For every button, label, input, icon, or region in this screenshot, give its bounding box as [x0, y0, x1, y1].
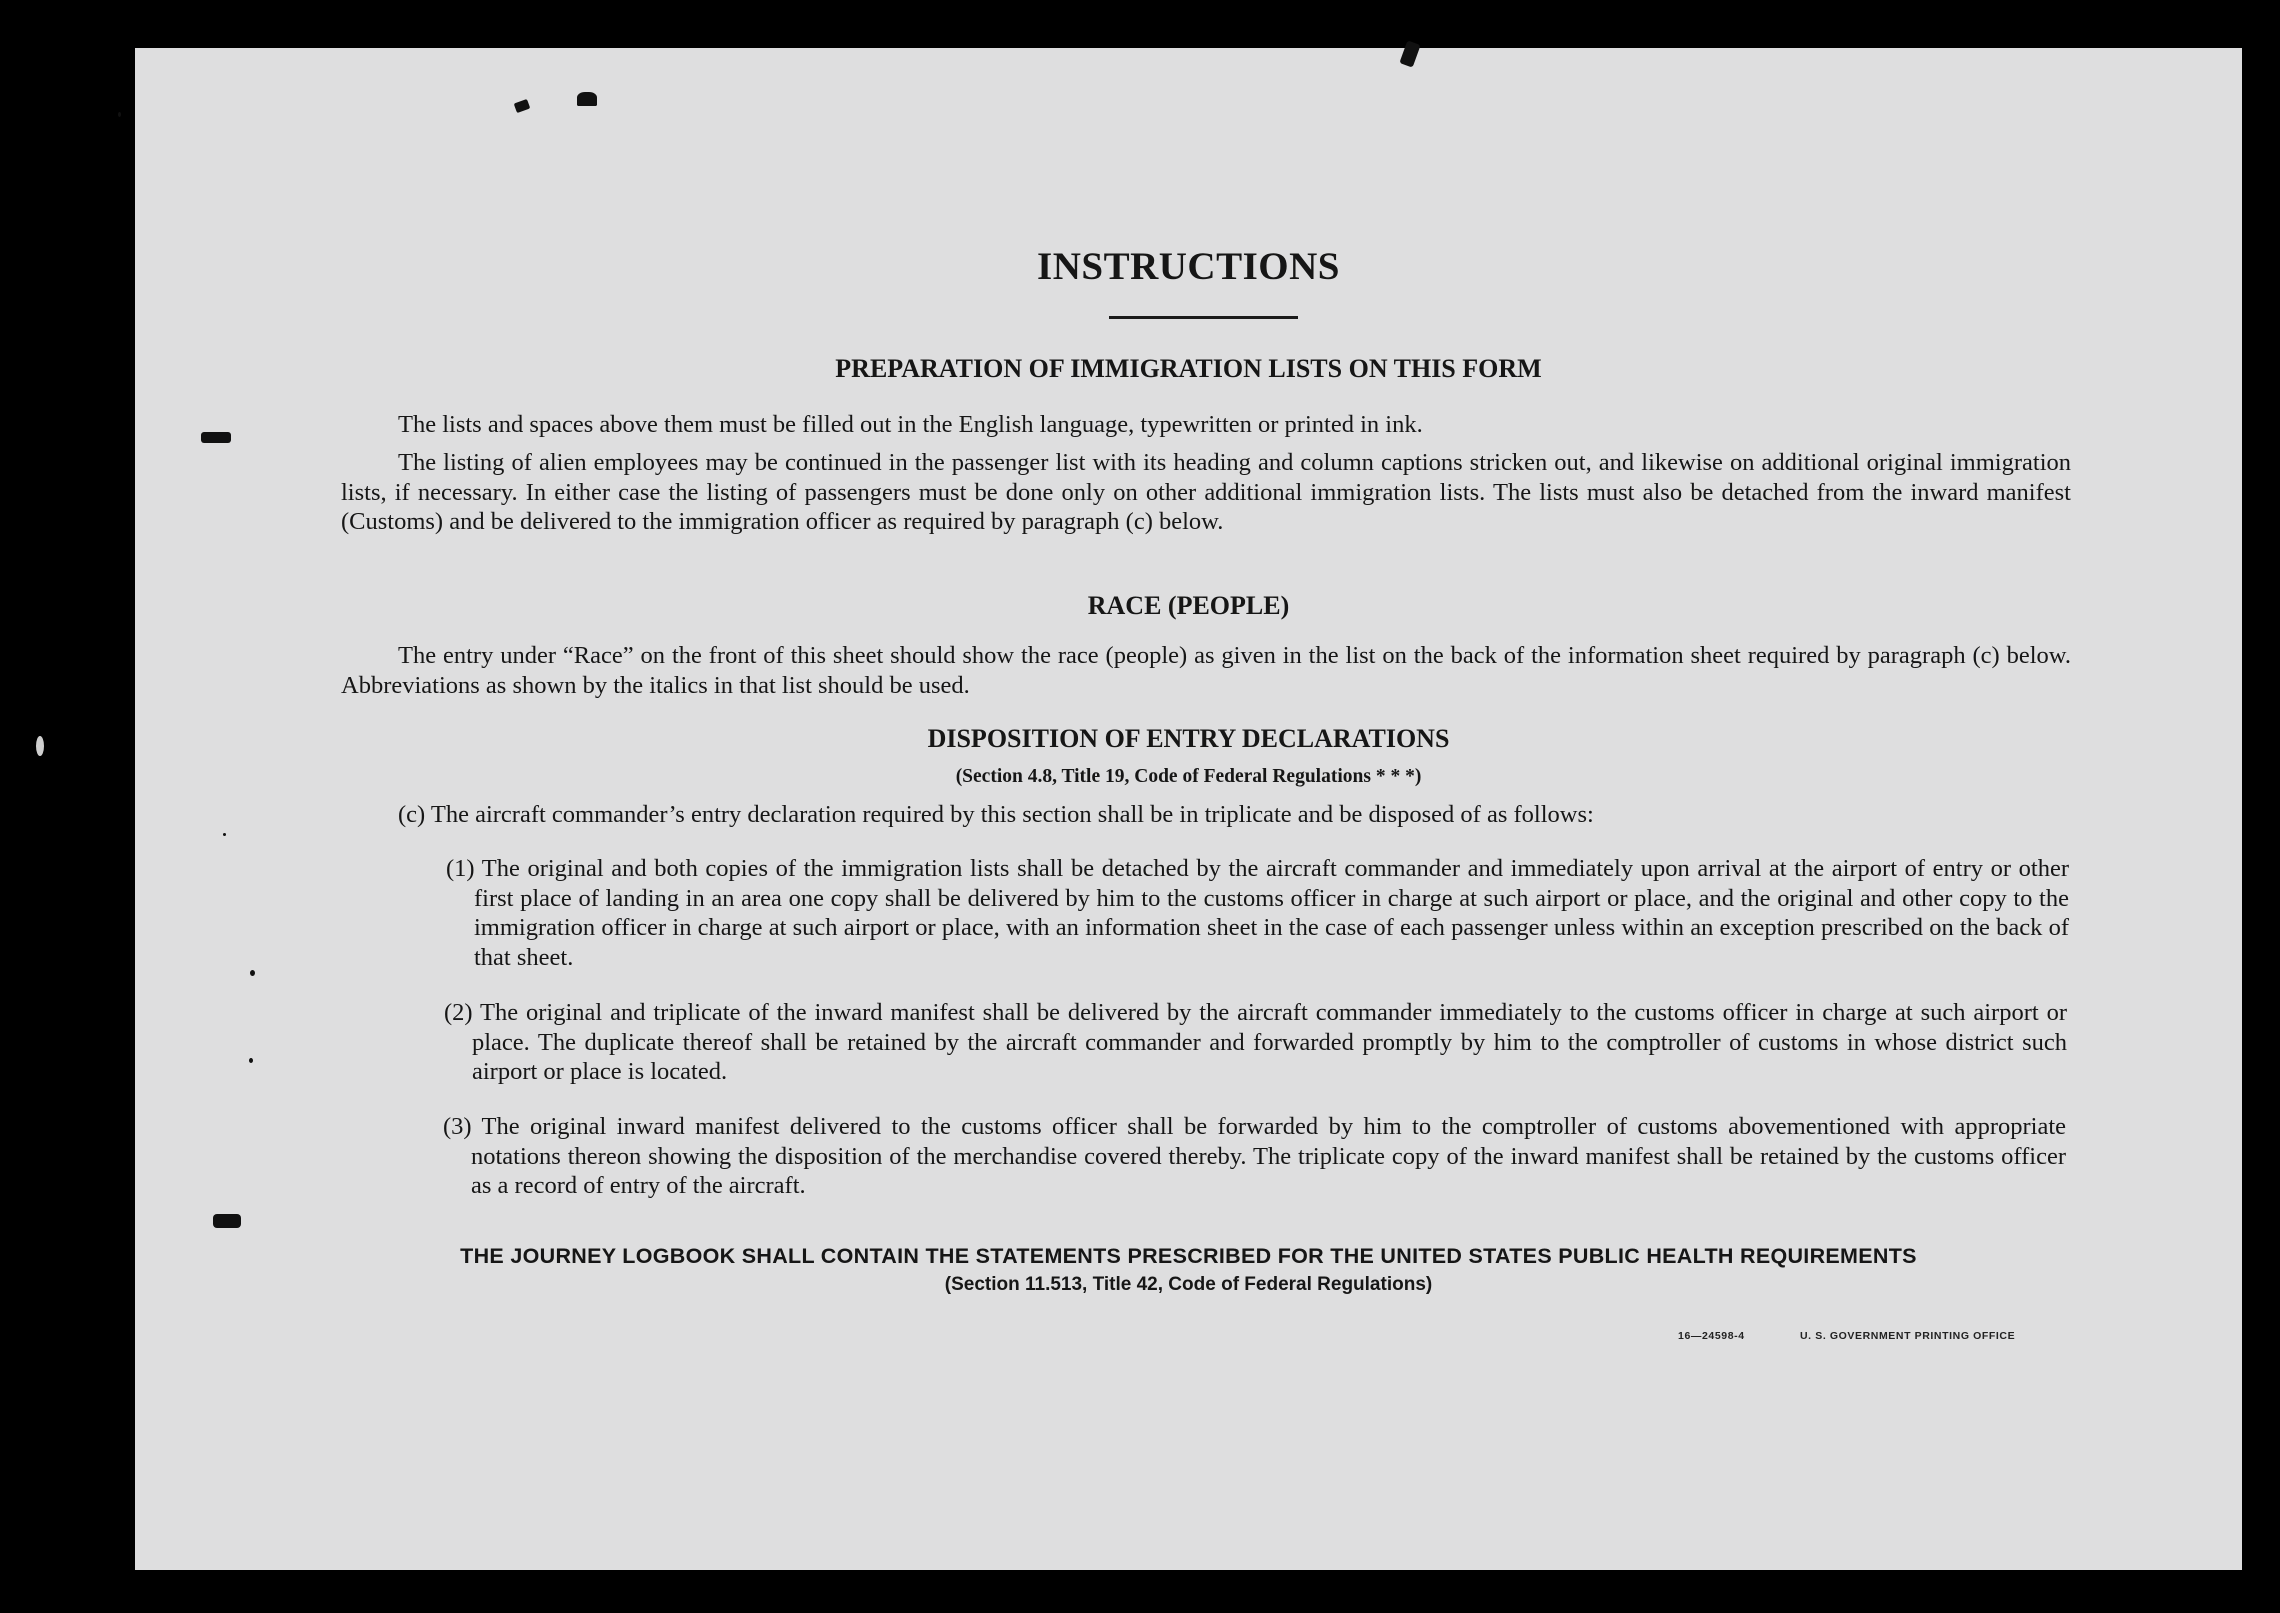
scan-speck — [1399, 40, 1420, 67]
page-title: INSTRUCTIONS — [1037, 245, 1340, 288]
disposition-item-3: (3) The original inward manifest delivered to the customs officer shall be forwarded by him to the comptroller of customs abovementioned with appropriate notations thereon showing the disposition of the merchandise covered thereby. The triplicate copy of the inward manifest shall be retained by the customs officer as a record of entry of the aircraft. — [443, 1113, 2066, 1199]
scan-speck — [514, 99, 531, 113]
disposition-item-1: (1) The original and both copies of the immigration lists shall be detached by the aircraft commander and immediately upon arrival at the airport of entry or other first place of landing in an area one copy shall be delivered by him to the customs officer in charge at such airport or place, and the original and other copy to the immigration officer in charge at such airport or place, with an information sheet in the case of each passenger unless within an exception prescribed on the back of that sheet. — [446, 855, 2069, 971]
scan-speck — [118, 112, 121, 117]
printer-imprint: U. S. GOVERNMENT PRINTING OFFICE — [1800, 1330, 2016, 1342]
preparation-heading: PREPARATION OF IMMIGRATION LISTS ON THIS FORM — [835, 354, 1542, 383]
preparation-paragraph-1: The lists and spaces above them must be filled out in the English language, typewritten or printed in ink. — [398, 411, 1423, 438]
scan-speck — [577, 92, 597, 106]
disposition-heading: DISPOSITION OF ENTRY DECLARATIONS — [927, 724, 1450, 753]
scan-speck — [201, 432, 231, 443]
document-page — [135, 48, 2242, 1570]
form-number: 16—24598-4 — [1678, 1330, 1745, 1342]
race-paragraph: The entry under “Race” on the front of this sheet should show the race (people) as given in the list on the back of the information sheet required by paragraph (c) below. Abbreviations as shown by the italics in that list should be used. — [341, 642, 2071, 699]
public-health-citation: (Section 11.513, Title 42, Code of Federal Regulations) — [944, 1274, 1433, 1295]
race-heading: RACE (PEOPLE) — [1087, 591, 1290, 620]
disposition-item-2: (2) The original and triplicate of the inward manifest shall be delivered by the aircraft commander immediately to the customs officer in charge at such airport or place. The duplicate thereof shall be retained by the aircraft commander and forwarded promptly by him to the comptroller of customs in whose district such airport or place is located. — [444, 999, 2067, 1085]
scan-speck — [250, 970, 255, 976]
scan-speck — [223, 833, 226, 836]
title-underline — [1109, 316, 1298, 319]
disposition-intro: (c) The aircraft commander’s entry declaration required by this section shall be in triplicate and be disposed of as follows: — [398, 801, 1594, 828]
scan-speck — [213, 1214, 241, 1228]
preparation-paragraph-2: The listing of alien employees may be continued in the passenger list with its heading and column captions stricken out, and likewise on additional original immigration lists, if necessary. In either case the listing of passengers must be done only on other additional immigration lists. The lists must also be detached from the inward manifest (Customs) and be delivered to the immigration officer as required by paragraph (c) below. — [341, 449, 2071, 535]
scan-speck — [36, 736, 44, 756]
scan-speck — [249, 1058, 253, 1063]
public-health-statement: THE JOURNEY LOGBOOK SHALL CONTAIN THE STATEMENTS PRESCRIBED FOR THE UNITED STATES PUBLIC HEALTH REQUIREMENTS — [460, 1244, 1917, 1268]
disposition-citation: (Section 4.8, Title 19, Code of Federal Regulations * * *) — [955, 766, 1422, 787]
